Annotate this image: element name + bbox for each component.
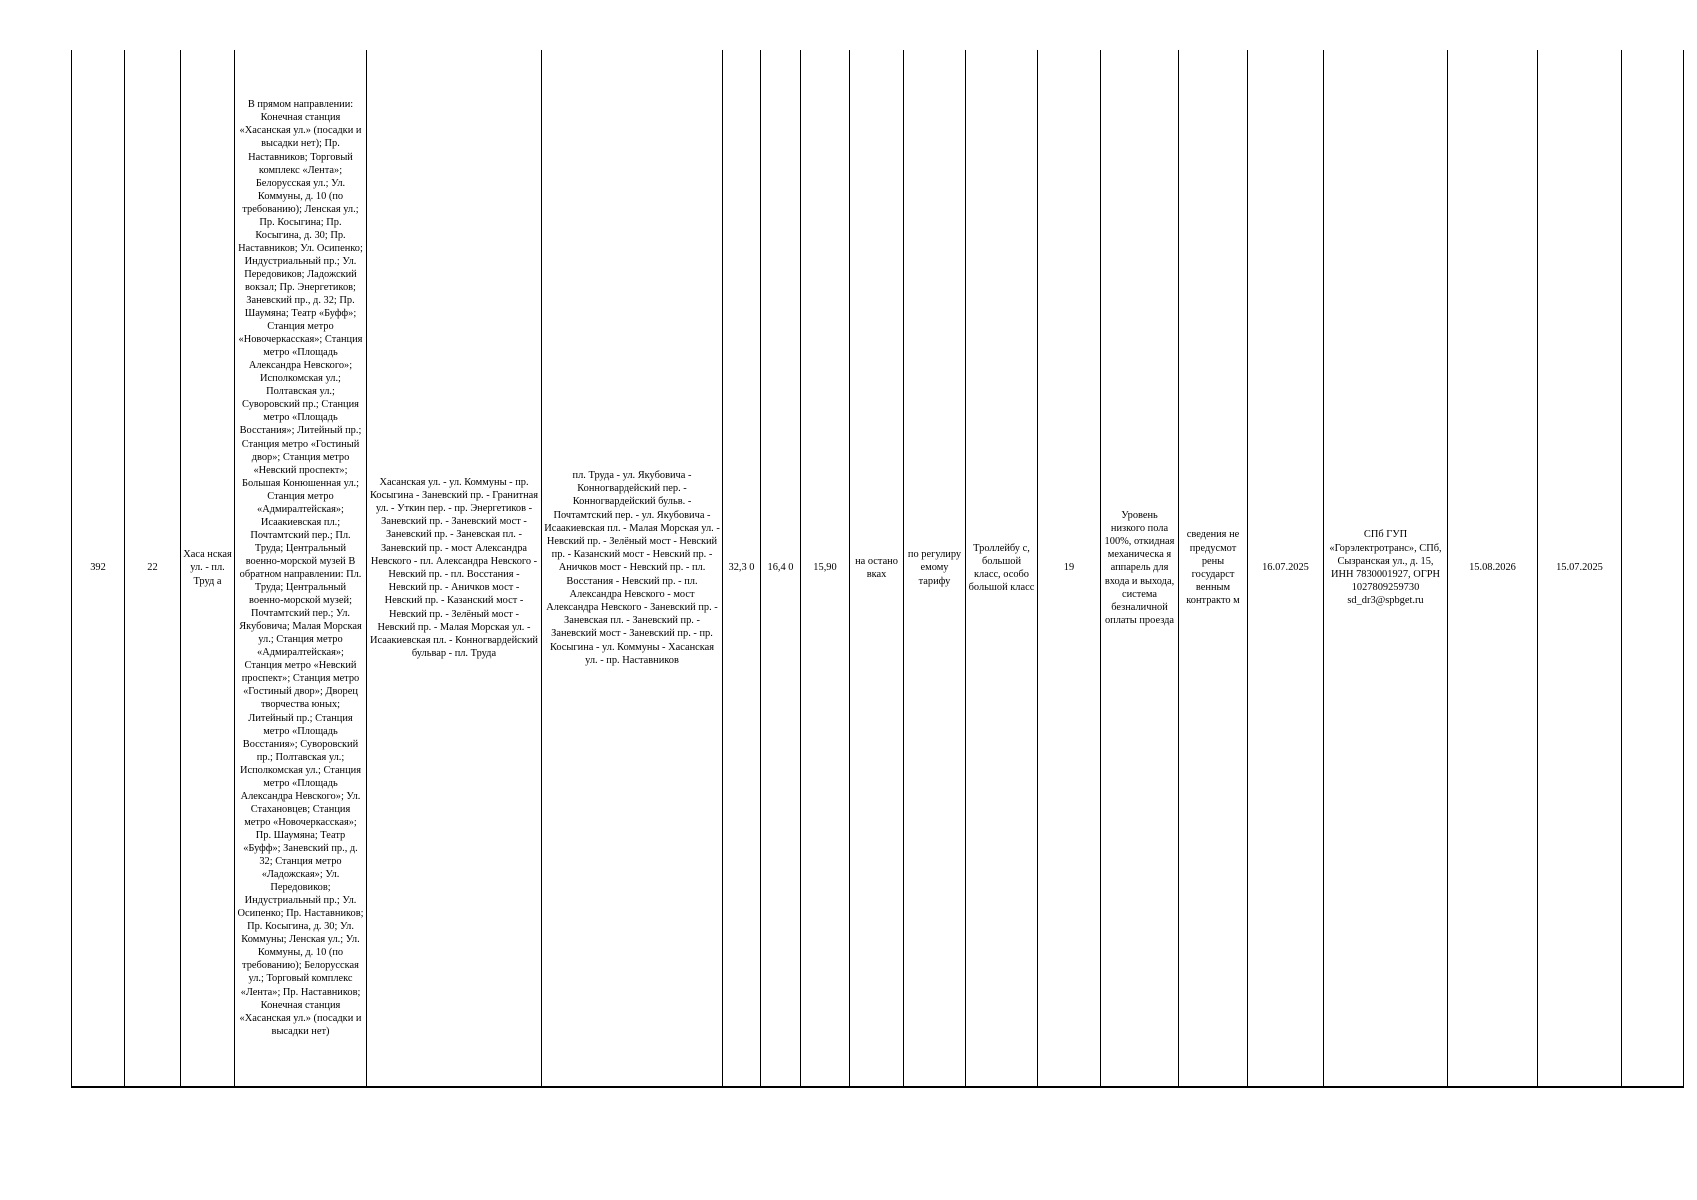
start-date-cell: 16.07.2025 (1248, 50, 1324, 1087)
boarding-order-cell: на остано вках (850, 50, 904, 1087)
vehicle-specs-cell: Уровень низкого пола 100%, откидная механическа я аппарель для входа и выхода, система безналичной оплаты проезда (1101, 50, 1179, 1087)
table-row (72, 50, 1684, 1087)
length-total-cell: 15,90 (801, 50, 850, 1087)
tariff-cell: по регулиру емому тарифу (904, 50, 966, 1087)
length-backward-cell: 16,4 0 (761, 50, 801, 1087)
contract-date-cell: 15.08.2026 (1448, 50, 1538, 1087)
route-register-table (71, 50, 1684, 1088)
vehicle-type-cell: Троллейбу с, большой класс, особо большой класс (966, 50, 1038, 1087)
reg-number-cell: 392 (72, 50, 125, 1087)
streets-backward-cell: пл. Труда - ул. Якубовича - Конногвардейский пер. - Конногвардейский бульв. - Почтамтский пер. - ул. Якубовича - Исаакиевская пл. - Малая Морская ул. - Невский пр. - Зелёный мост - Невский пр. - Казанский мост - Невский пр. - Аничков мост - Невский пр. - пл. Восстания - Невский пр. - пл. Александра Невского - мост Александра Невского - Заневский пр. - Заневская пл. - Заневский пр. - Заневский мост - Заневский пр. - пр. Косыгина - ул. Коммуны - Хасанская ул. - пр. Наставников (542, 50, 723, 1087)
length-forward-cell: 32,3 0 (723, 50, 761, 1087)
carrier-cell: СПб ГУП «Горэлектротранс», СПб, Сызранская ул., д. 15, ИНН 7830001927, ОГРН 1027809259730 sd_dr3@spbget.ru (1324, 50, 1448, 1087)
vehicle-count-cell: 19 (1038, 50, 1101, 1087)
stops-cell: В прямом направлении: Конечная станция «Хасанская ул.» (посадки и высадки нет); Пр. Наставников; Торговый комплекс «Лента»; Белорусская ул.; Ул. Коммуны, д. 10 (по требованию); Ленская ул.; Пр. Косыгина; Пр. Косыгина, д. 30; Пр. Наставников; Ул. Осипенко; Индустриальный пр.; Ул. Передовиков; Ладожский вокзал; Пр. Энергетиков; Заневский пр., д. 32; Пр. Шаумяна; Театр «Буфф»; Станция метро «Новочеркасская»; Станция метро «Площадь Александра Невского»; Исполкомская ул.; Полтавская ул.; Суворовский пр.; Станция метро «Площадь Восстания»; Литейный пр.; Станция метро «Гостиный двор»; Станция метро «Невский проспект»; Большая Конюшенная ул.; Станция метро «Адмиралтейская»; Исаакиевская пл.; Почтамтский пер.; Пл. Труда; Центральный военно-морской музей В обратном направлении: Пл. Труда; Центральный военно-морской музей; Почтамтский пер.; Ул. Якубовича; Малая Морская ул.; Станция метро «Адмиралтейская»; Станция метро «Невский проспект»; Станция метро «Гостиный двор»; Дворец творчества юных; Литейный пр.; Станция метро «Площадь Восстания»; Суворовский пр.; Полтавская ул.; Исполкомская ул.; Станция метро «Площадь Александра Невского»; Ул. Стахановцев; Станция метро «Новочеркасская»; Пр. Шаумяна; Театр «Буфф»; Заневский пр., д. 32; Станция метро «Ладожская»; Ул. Передовиков; Индустриальный пр.; Ул. Осипенко; Пр. Наставников; Пр. Косыгина, д. 30; Ул. Коммуны; Ленская ул.; Ул. Коммуны, д. 10 (по требованию); Белорусская ул.; Торговый комплекс «Лента»; Пр. Наставников; Конечная станция «Хасанская ул.» (посадки и высадки нет) (235, 50, 367, 1087)
contract-info-cell: сведения не предусмот рены государст венным контракто м (1179, 50, 1248, 1087)
end-date-cell: 15.07.2025 (1538, 50, 1622, 1087)
streets-forward-cell: Хасанская ул. - ул. Коммуны - пр. Косыгина - Заневский пр. - Гранитная ул. - Уткин пер. - пр. Энергетиков - Заневский пр. - Заневский мост - Заневский пр. - Заневская пл. - Заневский пр. - мост Александра Невского - пл. Александра Невского - Невский пр. - пл. Восстания - Невский пр. - Аничков мост - Невский пр. - Казанский мост - Невский пр. - Зелёный мост - Невский пр. - Малая Морская ул. - Исаакиевская пл. - Конногвардейский бульвар - пл. Труда (367, 50, 542, 1087)
route-number-cell: 22 (125, 50, 181, 1087)
route-name-cell: Хаса нская ул. - пл. Труд а (181, 50, 235, 1087)
extra-cell (1622, 50, 1684, 1087)
